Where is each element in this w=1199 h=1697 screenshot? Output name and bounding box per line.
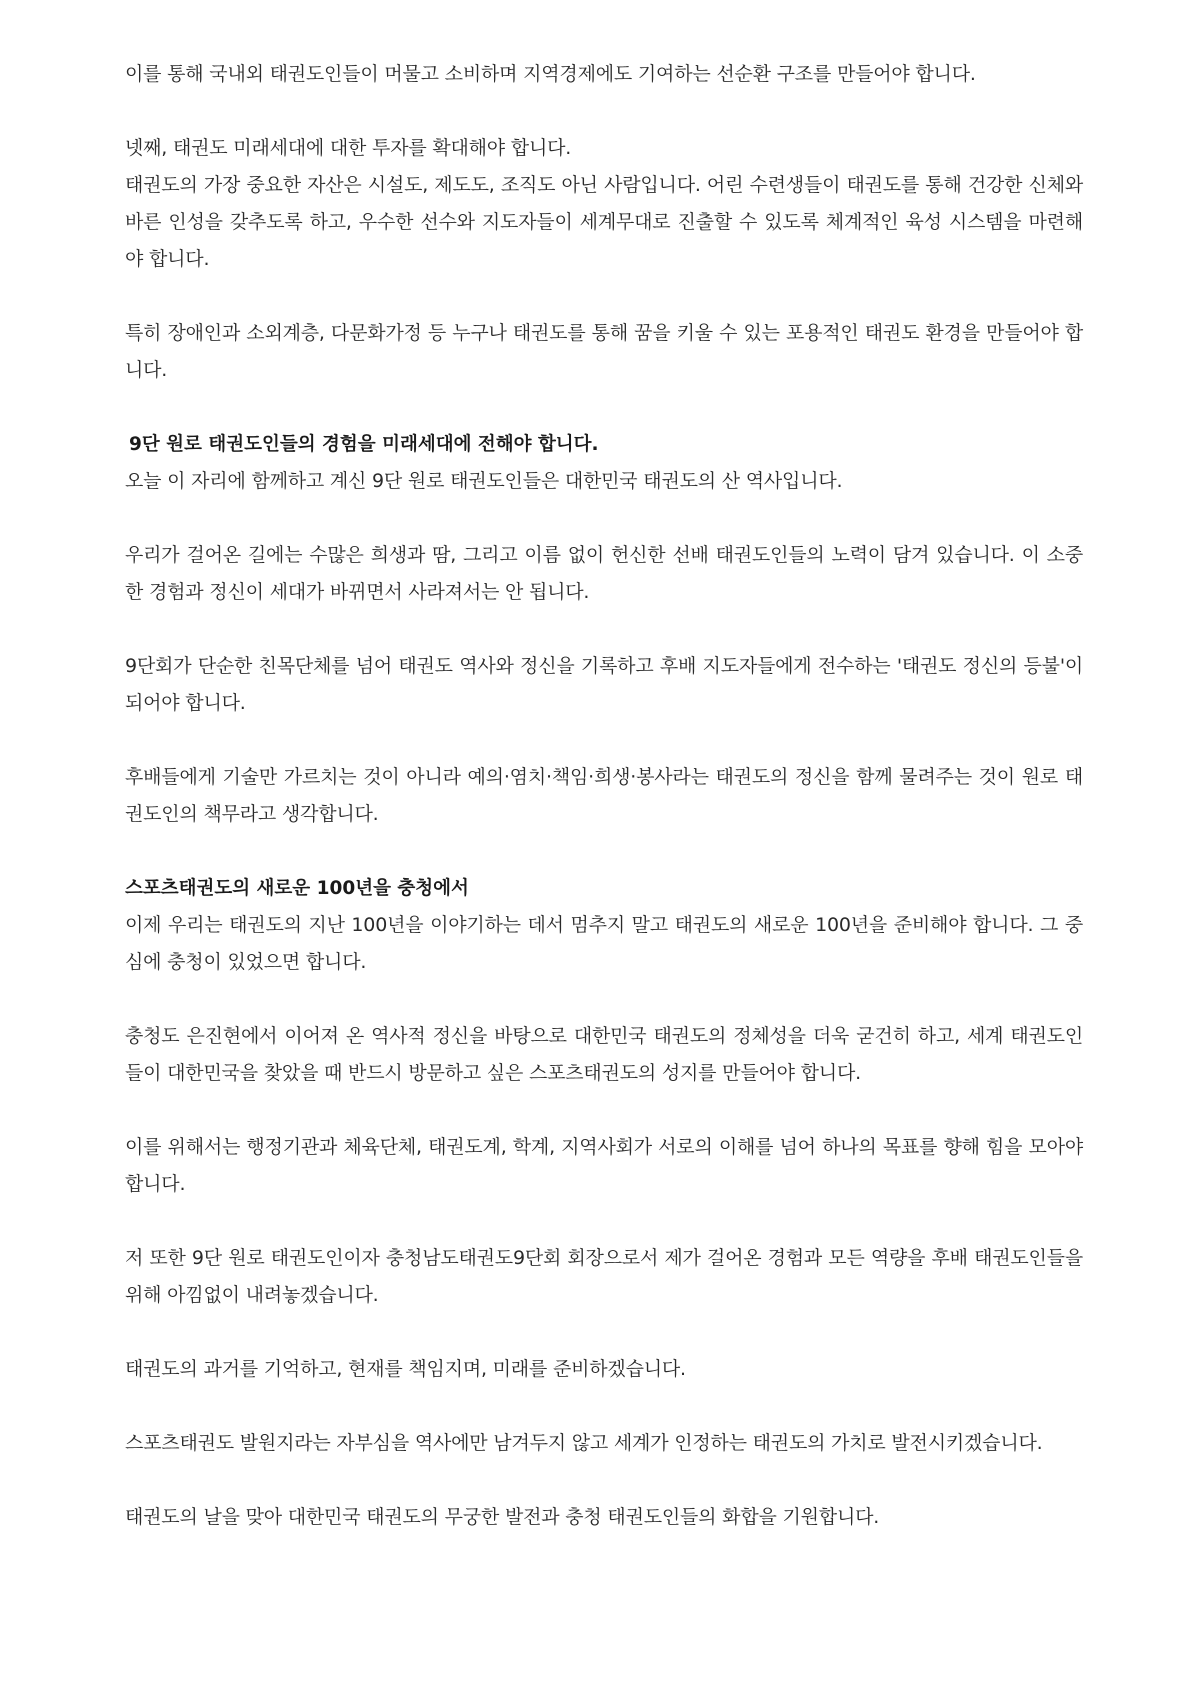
section-6-lead: 이제 우리는 태권도의 지난 100년을 이야기하는 데서 멈추지 말고 태권도의 새로운 100년을 준비해야 합니다. 그 중심에 충청이 있었으면 합니다. bbox=[125, 914, 1083, 973]
section-elders bbox=[125, 426, 1083, 500]
paragraph-intro: 이를 통해 국내외 태권도인들이 머물고 소비하며 지역경제에도 기여하는 선순환 구조를 만들어야 합니다. bbox=[125, 63, 976, 85]
section-4-extra: 특히 장애인과 소외계층, 다문화가정 등 누구나 태권도를 통해 꿈을 키울 수 있는 포용적인 태권도 환경을 만들어야 합니다. bbox=[125, 322, 1083, 381]
section-4-body: 태권도의 가장 중요한 자산은 시설도, 제도도, 조직도 아닌 사람입니다. 어린 수련생들이 태권도를 통해 건강한 신체와 바른 인성을 갖추도록 하고, 우수한 선수와 지도자들이 세계무대로 진출할 수 있도록 체계적인 육성 시스템을 마련해야 합니다. bbox=[125, 174, 1083, 270]
section-5-lead: 오늘 이 자리에 함께하고 계신 9단 원로 태권도인들은 대한민국 태권도의 산 역사입니다. bbox=[125, 470, 843, 492]
section-4-title: 넷째, 태권도 미래세대에 대한 투자를 확대해야 합니다. bbox=[125, 137, 572, 159]
section-new-century bbox=[125, 870, 1083, 981]
section-5-heading: 9단 원로 태권도인들의 경험을 미래세대에 전해야 합니다. bbox=[129, 434, 599, 455]
document-page bbox=[125, 56, 1083, 1573]
section-5-paragraph-3: 후배들에게 기술만 가르치는 것이 아니라 예의·염치·책임·희생·봉사라는 태권도의 정신을 함께 물려주는 것이 원로 태권도인의 책무라고 생각합니다. bbox=[125, 766, 1083, 825]
section-6-paragraph-4: 태권도의 과거를 기억하고, 현재를 책임지며, 미래를 준비하겠습니다. bbox=[125, 1358, 686, 1380]
section-6-paragraph-2: 이를 위해서는 행정기관과 체육단체, 태권도계, 학계, 지역사회가 서로의 이해를 넘어 하나의 목표를 향해 힘을 모아야 합니다. bbox=[125, 1136, 1083, 1195]
section-5-paragraph-2: 9단회가 단순한 친목단체를 넘어 태권도 역사와 정신을 기록하고 후배 지도자들에게 전수하는 '태권도 정신의 등불'이 되어야 합니다. bbox=[125, 655, 1083, 714]
section-6-paragraph-5: 스포츠태권도 발원지라는 자부심을 역사에만 남겨두지 않고 세계가 인정하는 태권도의 가치로 발전시키겠습니다. bbox=[125, 1432, 1043, 1454]
section-6-heading: 스포츠태권도의 새로운 100년을 충청에서 bbox=[125, 878, 469, 899]
section-6-paragraph-1: 충청도 은진현에서 이어져 온 역사적 정신을 바탕으로 대한민국 태권도의 정체성을 더욱 굳건히 하고, 세계 태권도인들이 대한민국을 찾았을 때 반드시 방문하고 싶은 스포츠태권도의 성지를 만들어야 합니다. bbox=[125, 1025, 1083, 1084]
section-6-paragraph-3: 저 또한 9단 원로 태권도인이자 충청남도태권도9단회 회장으로서 제가 걸어온 경험과 모든 역량을 후배 태권도인들을 위해 아낌없이 내려놓겠습니다. bbox=[125, 1247, 1083, 1306]
section-future-generation bbox=[125, 130, 1083, 278]
section-5-paragraph-1: 우리가 걸어온 길에는 수많은 희생과 땀, 그리고 이름 없이 헌신한 선배 태권도인들의 노력이 담겨 있습니다. 이 소중한 경험과 정신이 세대가 바뀌면서 사라져서는 안 됩니다. bbox=[125, 544, 1083, 603]
section-6-paragraph-6: 태권도의 날을 맞아 대한민국 태권도의 무궁한 발전과 충청 태권도인들의 화합을 기원합니다. bbox=[125, 1506, 880, 1528]
